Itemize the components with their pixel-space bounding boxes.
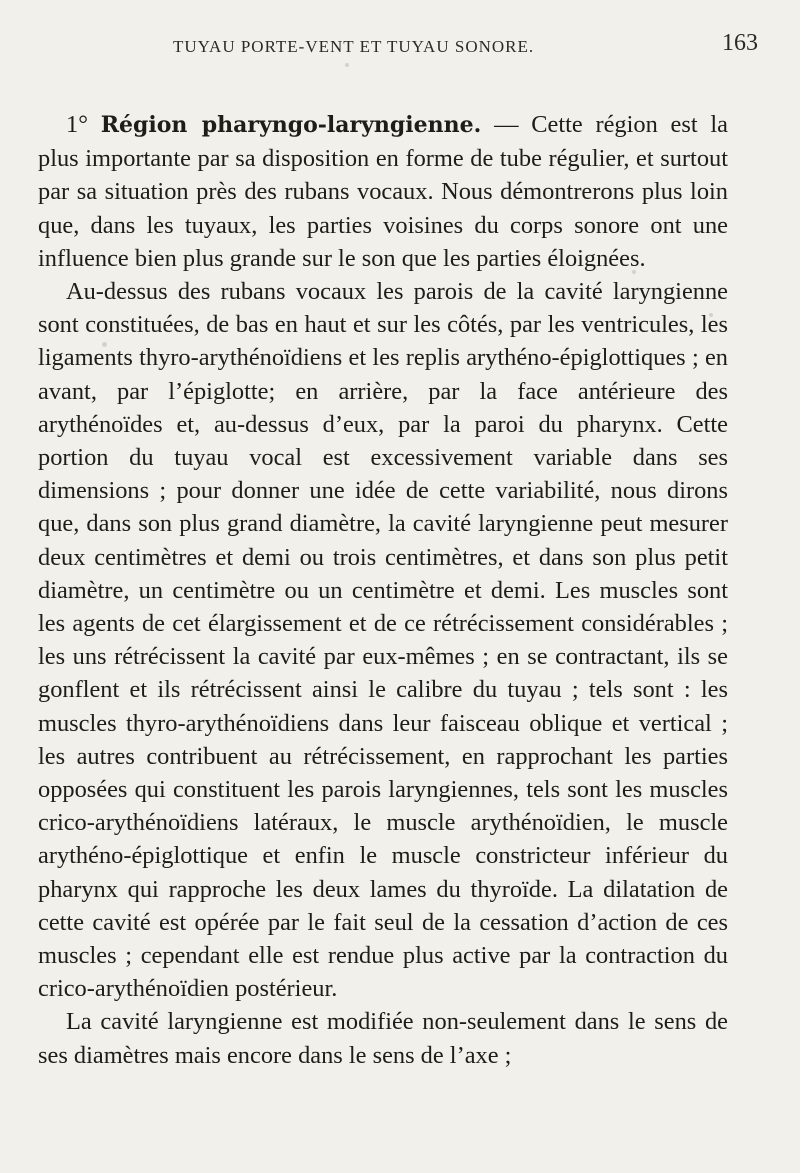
- section-title: Région pharyngo-laryngienne.: [100, 112, 482, 138]
- body-paragraph-3: La cavité laryngienne est modifiée non-seulement dans le sens de ses diamètres mais encore dans le sens de l’axe ;: [38, 1008, 728, 1069]
- section-marker: 1°: [66, 111, 88, 138]
- page-header: [38, 30, 758, 64]
- section-dash: —: [494, 111, 519, 138]
- section-text: Cette région est la plus importante par sa disposition en forme de tube régulier, et surtout par sa situation près des rubans vocaux. Nous démontrerons plus loin que, dans les tuyaux, les parties voisines du corps sonore ont une influence bien plus grande sur le son que les parties éloignées.: [38, 111, 728, 272]
- section-paragraph: [38, 108, 728, 275]
- page-number: 163: [722, 30, 758, 56]
- body-paragraph-2: Au-dessus des rubans vocaux les parois de la cavité laryngienne sont constituées, de bas en haut et sur les côtés, par les ventricules, les ligaments thyro-arythénoïdiens et les replis arythéno-épiglottiques ; en avant, par l’épiglotte; en arrière, par la face antérieure des arythénoïdes et, au-dessus d’eux, par la paroi du pharynx. Cette portion du tuyau vocal est excessivement variable dans ses dimensions ; pour donner une idée de cette variabilité, nous dirons que, dans son plus grand diamètre, la cavité laryngienne peut mesurer deux centimètres et demi ou trois centimètres, et dans son plus petit diamètre, un centimètre ou un centimètre et demi. Les muscles sont les agents de cet élargissement et de ce rétrécissement considérables ; les uns rétrécissent la cavité par eux-mêmes ; en se contractant, ils se gonflent et ils rétrécissent ainsi le calibre du tuyau ; tels sont : les muscles thyro-arythénoïdiens dans leur faisceau oblique et vertical ; les autres contribuent au rétrécissement, en rapprochant les parties opposées qui constituent les parois laryngiennes, tels sont les muscles crico-arythénoïdiens latéraux, le muscle arythénoïdien, le muscle arythéno-épiglottique et enfin le muscle constricteur inférieur du pharynx qui rapproche les deux lames du thyroïde. La dilatation de cette cavité est opérée par le fait seul de la cessation d’action de ces muscles ; cependant elle est rendue plus active par la contraction du crico-arythénoïdien postérieur.: [38, 278, 728, 1003]
- running-title: TUYAU PORTE-VENT ET TUYAU SONORE.: [173, 37, 535, 56]
